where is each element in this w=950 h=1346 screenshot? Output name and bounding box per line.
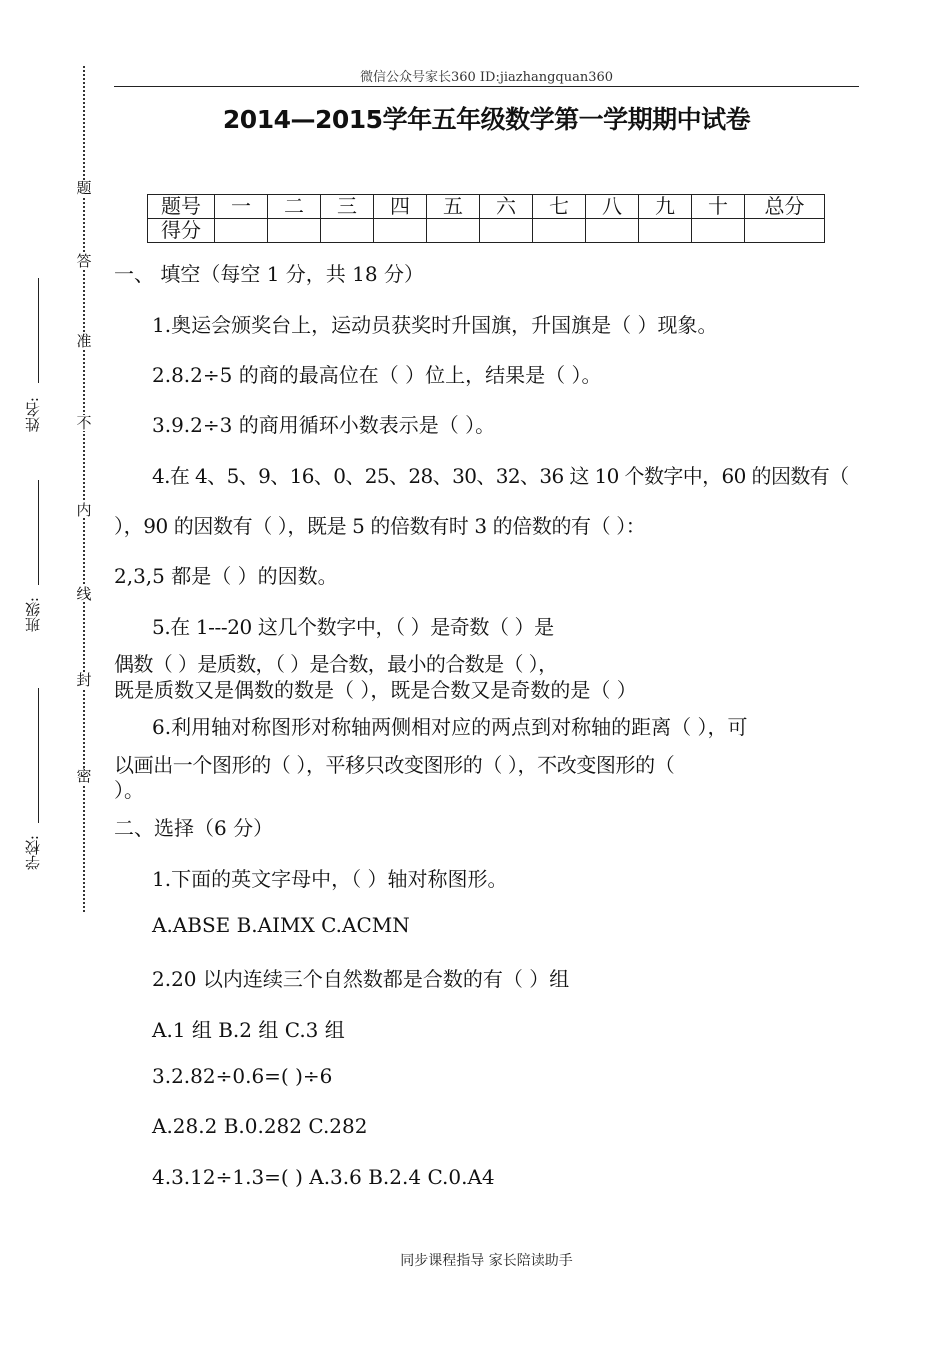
question-line: 3.2.82÷0.6=( )÷6 [152, 1064, 333, 1088]
score-cell[interactable] [586, 219, 639, 243]
table-cell: 八 [586, 195, 639, 219]
question-line: 1.下面的英文字母中，（ ）轴对称图形。 [152, 867, 508, 891]
question-line: 1.奥运会颁奖台上，运动员获奖时升国旗，升国旗是（ ）现象。 [152, 313, 718, 337]
table-cell: 九 [639, 195, 692, 219]
table-cell: 二 [268, 195, 321, 219]
binding-char: 题 [76, 179, 92, 197]
score-cell[interactable] [639, 219, 692, 243]
binding-char: 准 [76, 332, 92, 350]
score-table-header-row [148, 195, 825, 219]
binding-char: 答 [76, 252, 92, 270]
school-label: 学校: [24, 835, 42, 871]
table-cell: 四 [374, 195, 427, 219]
question-line: 偶数（ ）是质数，（ ）是合数，最小的合数是（ ）， [114, 652, 558, 676]
score-cell[interactable] [692, 219, 745, 243]
question-line: 2,3,5 都是（ ）的因数。 [114, 564, 338, 588]
section-heading: 一、 填空（每空 1 分，共 18 分） [114, 262, 424, 286]
table-cell: 三 [321, 195, 374, 219]
school-field-line[interactable] [38, 688, 39, 823]
footer-text: 同步课程指导 家长陪读助手 [400, 1253, 573, 1269]
question-line: 6.利用轴对称图形对称轴两侧相对应的两点到对称轴的距离（ ），可 [152, 715, 748, 739]
score-cell[interactable] [427, 219, 480, 243]
question-line: 2.20 以内连续三个自然数都是合数的有（ ）组 [152, 967, 570, 991]
table-cell: 一 [215, 195, 268, 219]
score-cell[interactable] [268, 219, 321, 243]
binding-char: 内 [76, 501, 92, 519]
table-cell: 题号 [148, 195, 215, 219]
page-title: 2014—2015学年五年级数学第一学期期中试卷 [222, 105, 751, 134]
class-field-line[interactable] [38, 480, 39, 585]
binding-char: 封 [76, 671, 92, 689]
table-cell: 得分 [148, 219, 215, 243]
name-label: 姓名: [24, 397, 42, 433]
table-cell: 五 [427, 195, 480, 219]
question-line: 既是质数又是偶数的数是（ ），既是合数又是奇数的是（ ） [114, 678, 637, 702]
question-line: 4.3.12÷1.3=( ) A.3.6 B.2.4 C.0.A4 [152, 1165, 495, 1189]
header-text: 微信公众号家长360 ID:jiazhangquan360 [359, 70, 614, 85]
option-line: A.ABSE B.AIMX C.ACMN [152, 913, 410, 937]
score-cell[interactable] [745, 219, 825, 243]
question-line: 3.9.2÷3 的商用循环小数表示是（ ）。 [152, 413, 496, 437]
score-cell[interactable] [374, 219, 427, 243]
score-table [147, 194, 825, 243]
score-table-score-row [148, 219, 825, 243]
section-heading: 二、选择（6 分） [114, 816, 274, 840]
question-line: 4.在 4、5、9、16、0、25、28、30、32、36 这 10 个数字中，60 的因数有（ [152, 464, 849, 488]
score-cell[interactable] [480, 219, 533, 243]
class-label: 班级: [24, 597, 42, 633]
question-line: ）。 [114, 778, 144, 802]
question-line: 以画出一个图形的（ ），平移只改变图形的（ ），不改变图形的（ [114, 753, 675, 777]
question-line: ），90 的因数有（ ），既是 5 的倍数有时 3 的倍数的有（ ）： [114, 514, 646, 538]
header-rule [114, 86, 859, 87]
option-line: A.1 组 B.2 组 C.3 组 [152, 1018, 345, 1042]
binding-char: 密 [76, 767, 92, 785]
table-cell: 六 [480, 195, 533, 219]
score-cell[interactable] [215, 219, 268, 243]
table-cell: 十 [692, 195, 745, 219]
name-field-line[interactable] [38, 278, 39, 383]
table-cell: 七 [533, 195, 586, 219]
binding-char: 不 [76, 414, 92, 432]
score-cell[interactable] [321, 219, 374, 243]
table-cell: 总分 [745, 195, 825, 219]
question-line: 2.8.2÷5 的商的最高位在（ ）位上，结果是（ ）。 [152, 363, 602, 387]
score-cell[interactable] [533, 219, 586, 243]
option-line: A.28.2 B.0.282 C.282 [152, 1114, 368, 1138]
question-line: 5.在 1---20 这几个数字中，（ ）是奇数（ ）是 [152, 615, 554, 639]
binding-char: 线 [76, 585, 92, 603]
